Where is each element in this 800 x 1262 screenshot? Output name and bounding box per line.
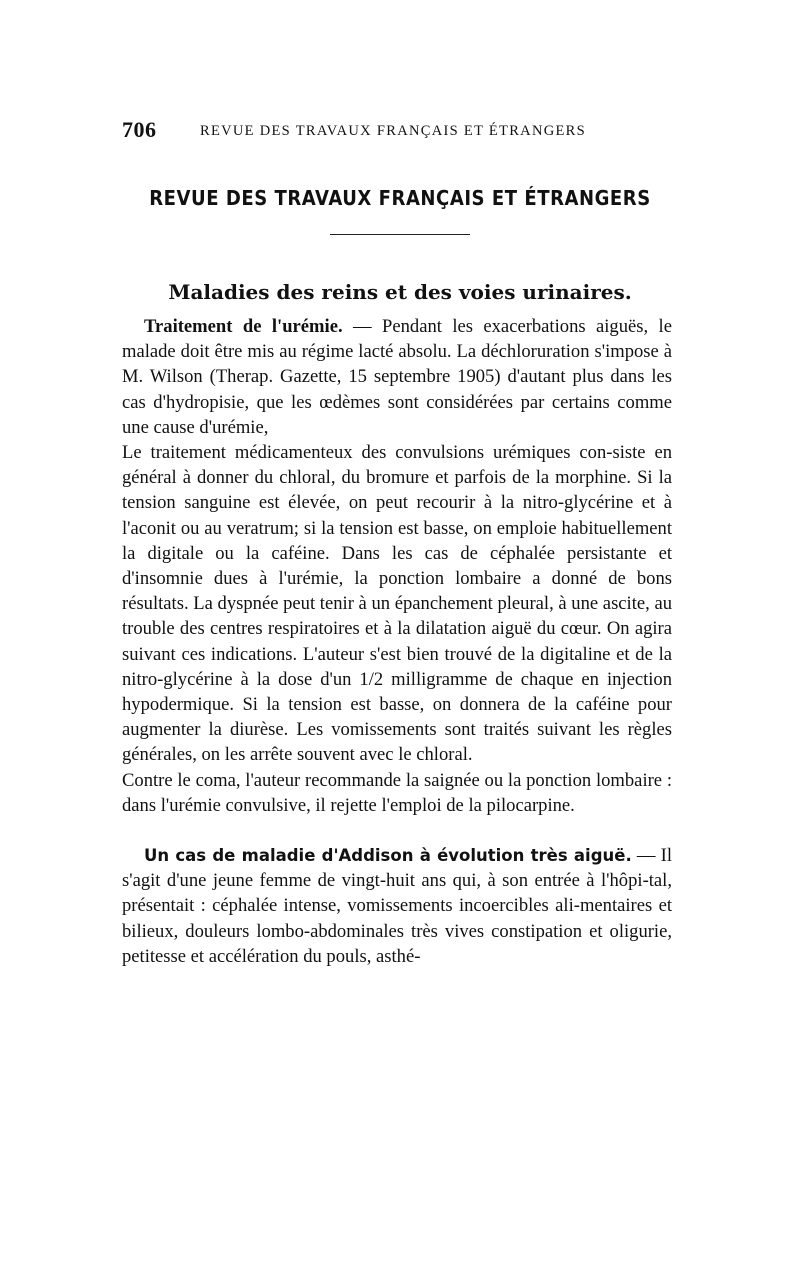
running-title: REVUE DES TRAVAUX FRANÇAIS ET ÉTRANGERS <box>200 123 586 139</box>
running-header <box>122 117 682 147</box>
section-heading: Maladies des reins et des voies urinaires. <box>168 280 632 304</box>
article-uremie-text-1: — Pendant les exacerbations aiguës, le malade doit être mis au régime lacté absolu. La déchloruration s'impose à M. Wilson (Therap. Gazette, 15 septembre 1905) d'autant plus dans les cas d'hydropisie, que les œdèmes sont considérées par certains comme une cause d'urémie, <box>122 316 672 438</box>
article-addison-title: Un cas de maladie d'Addison à évolution très aiguë. <box>144 846 632 866</box>
journal-section-title: REVUE DES TRAVAUX FRANÇAIS ET ÉTRANGERS <box>149 186 651 210</box>
article-separator <box>122 818 672 843</box>
page-number: 706 <box>122 117 157 142</box>
article-uremie-paragraph-1 <box>122 314 672 440</box>
article-addison-text-1: — Il s'agit d'une jeune femme de vingt-huit ans qui, à son entrée à l'hôpi-tal, présentait : céphalée intense, vomissements incoercibles ali-mentaires et bilieux, douleurs lombo-abdominales très vives constipation et oligurie, petitesse et accélération du pouls, asthé- <box>122 845 672 967</box>
article-uremie-paragraph-3: Contre le coma, l'auteur recommande la saignée ou la ponction lombaire : dans l'urémie convulsive, il rejette l'emploi de la pilocarpine. <box>122 769 672 816</box>
title-rule <box>330 234 470 235</box>
body-text <box>122 314 672 969</box>
article-addison-paragraph-1 <box>122 843 672 969</box>
article-uremie-title: Traitement de l'urémie. <box>144 316 343 337</box>
article-uremie-paragraph-2: Le traitement médicamenteux des convulsions urémiques con-siste en général à donner du chloral, du bromure et parfois de la morphine. Si la tension sanguine est élevée, on peut recourir à la nitro-glycérine et à l'aconit ou au veratrum; si la tension est basse, on emploie habituellement la digitale ou la caféine. Dans les cas de céphalée persistante et d'insomnie dues à l'urémie, la ponction lombaire a donné de bons résultats. La dyspnée peut tenir à un épanchement pleural, à une ascite, au trouble des centres respiratoires et à la dilatation aiguë du cœur. On agira suivant ces indications. L'auteur s'est bien trouvé de la digitaline et de la nitro-glycérine à la dose d'un 1/2 milligramme de chaque en injection hypodermique. Si la tension est basse, on donnera de la caféine pour augmenter la diurèse. Les vomissements sont traités suivant les règles générales, on les arrête souvent avec le chloral. <box>122 442 672 766</box>
